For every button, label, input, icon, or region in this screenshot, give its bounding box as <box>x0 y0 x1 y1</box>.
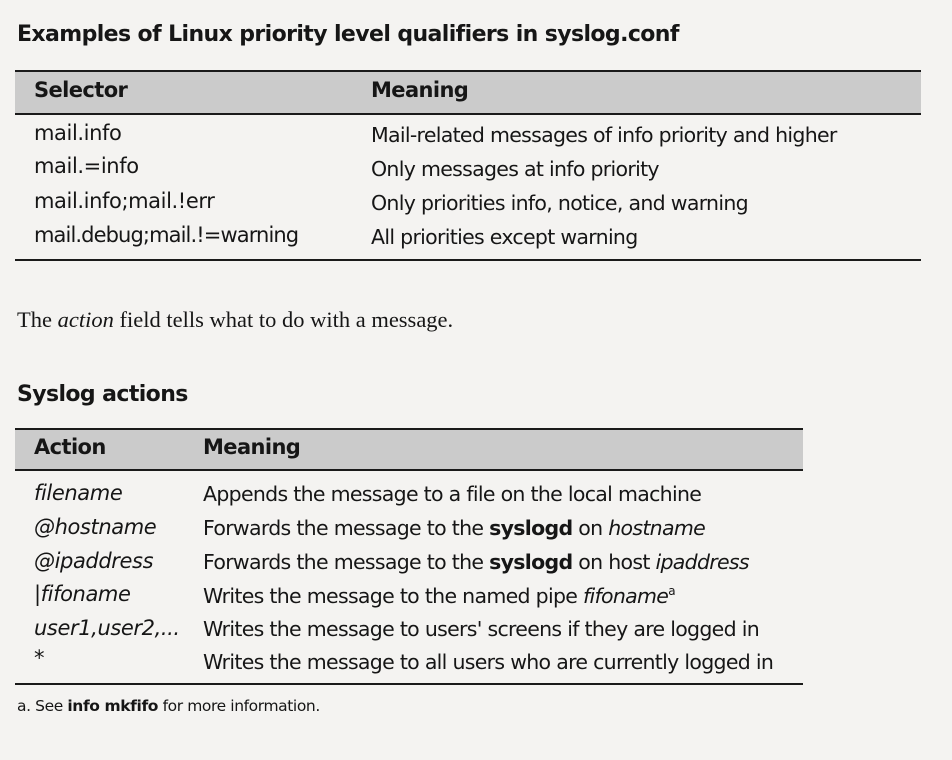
table2-meaning: Forwards the message to the syslogd on hostname <box>203 516 706 540</box>
footnote: a. See info mkfifo for more information. <box>17 697 320 715</box>
table2-meaning: Appends the message to a file on the local machine <box>203 482 702 506</box>
table2-header-band <box>15 430 803 470</box>
table1-meaning: All priorities except warning <box>371 225 638 249</box>
table2-action: |fifoname <box>34 582 131 606</box>
table2-meaning: Writes the message to all users who are currently logged in <box>203 650 774 674</box>
table1-meaning: Only messages at info priority <box>371 157 659 181</box>
table2-action: filename <box>34 481 123 505</box>
action-word: action <box>57 307 114 332</box>
table2-action: @hostname <box>34 515 157 539</box>
table2-header-rule <box>15 469 803 471</box>
table1-selector: mail.info;mail.!err <box>34 189 215 213</box>
table1-top-rule <box>15 70 921 72</box>
table1-selector: mail.=info <box>34 154 139 178</box>
table2-action: @ipaddress <box>34 549 154 573</box>
table2-top-rule <box>15 428 803 430</box>
action-field-sentence: The action field tells what to do with a message. <box>17 307 454 332</box>
table2-action: user1,user2,... <box>34 616 180 640</box>
table2-action: * <box>34 646 45 670</box>
table2-meaning: Writes the message to users' screens if they are logged in <box>203 617 759 641</box>
table1-meaning: Mail-related messages of info priority and higher <box>371 123 837 147</box>
table2-header-meaning: Meaning <box>203 435 301 459</box>
footnote-command: info mkfifo <box>67 697 159 715</box>
table2-meaning: Forwards the message to the syslogd on host ipaddress <box>203 550 749 574</box>
table2-bottom-rule <box>15 683 803 685</box>
table2-header-action: Action <box>34 435 106 459</box>
table1-title: Examples of Linux priority level qualifiers in syslog.conf <box>17 22 679 47</box>
table1-meaning: Only priorities info, notice, and warning <box>371 191 748 215</box>
table1-header-meaning: Meaning <box>371 78 469 102</box>
table2-meaning: Writes the message to the named pipe fifoname$^a$ <box>203 584 675 608</box>
table1-selector: mail.debug;mail.!=warning <box>34 223 299 247</box>
table2-title: Syslog actions <box>17 382 188 407</box>
table1-bottom-rule <box>15 259 921 261</box>
table1-header-rule <box>15 113 921 115</box>
table1-selector: mail.info <box>34 121 122 145</box>
table1-header-selector: Selector <box>34 78 128 102</box>
footnote-marker: a <box>668 584 675 599</box>
